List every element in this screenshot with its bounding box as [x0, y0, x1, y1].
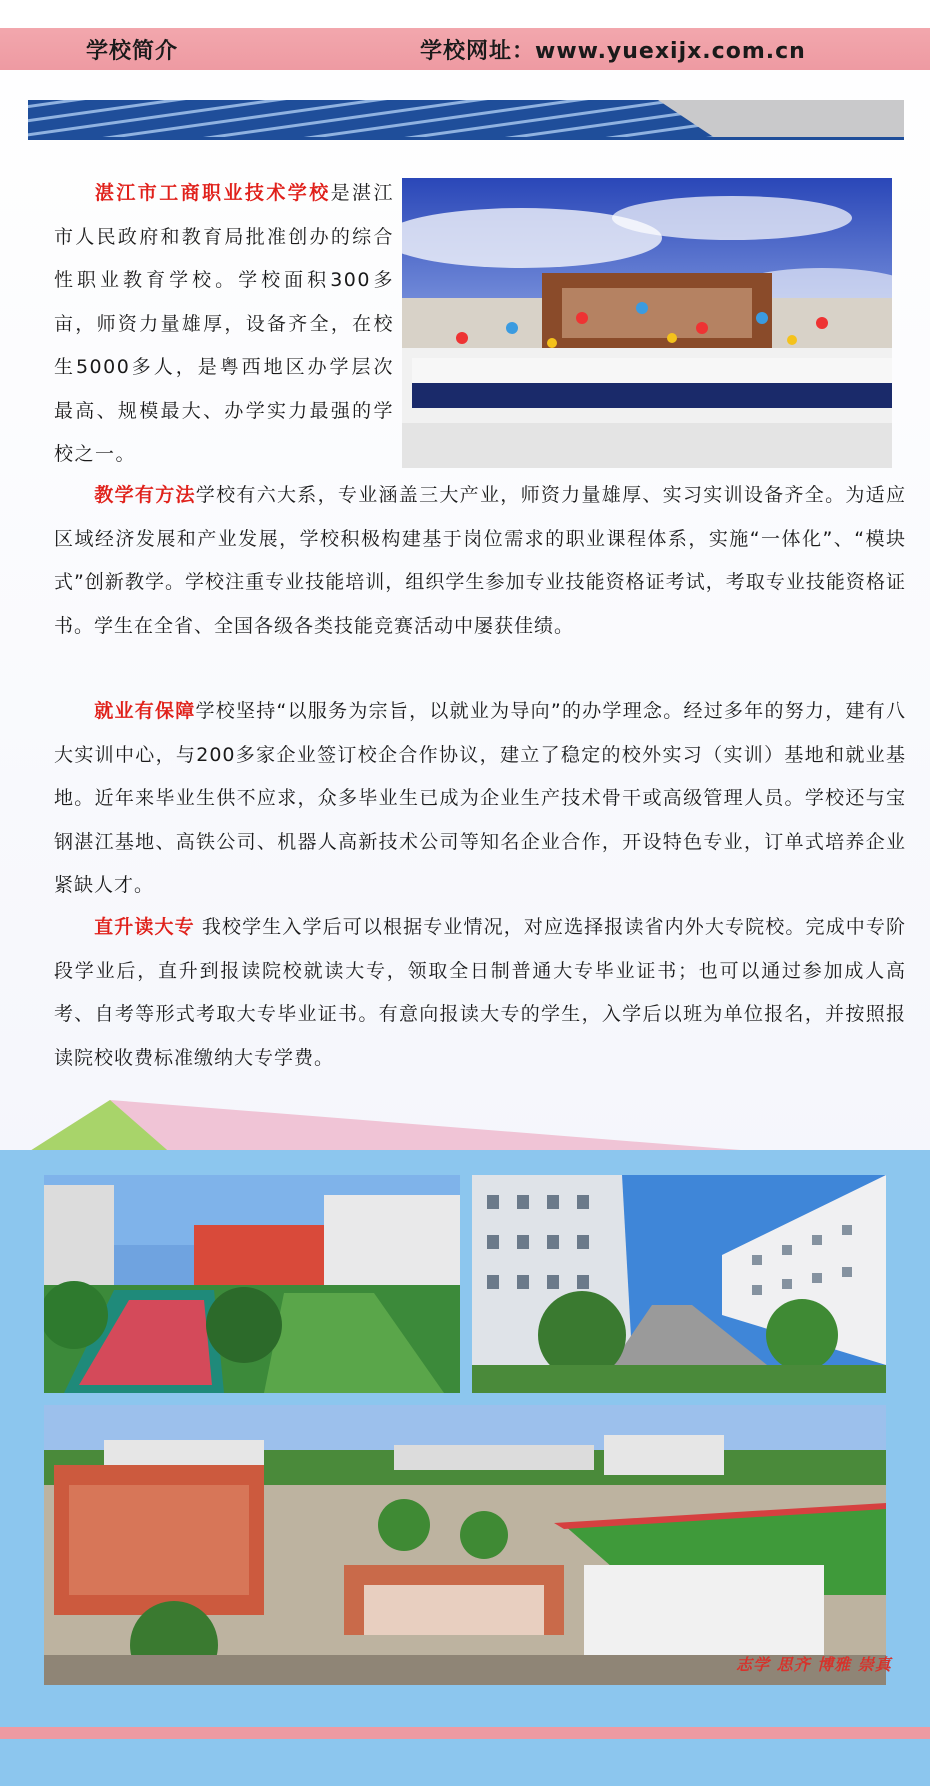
employment-paragraph — [54, 690, 906, 908]
employment-highlight: 就业有保障 — [94, 700, 196, 722]
school-motto-caption: 志学 思齐 博雅 崇真 — [736, 1655, 892, 1674]
header-bar — [0, 28, 930, 70]
college-highlight: 直升读大专 — [94, 916, 195, 938]
college-paragraph — [54, 906, 906, 1080]
teaching-paragraph — [54, 474, 906, 648]
school-name-highlight: 湛江市工商职业技术学校 — [94, 182, 331, 204]
college-body: 我校学生入学后可以根据专业情况，对应选择报读省内外大专院校。完成中专阶段学业后，直升到报读院校就读大专，领取全日制普通大专毕业证书；也可以通过参加成人高考、自考等形式考取大专毕业证书。有意向报读大专的学生，入学后以班为单位报名，并按照报读院校收费标准缴纳大专学费。 — [54, 916, 906, 1069]
decorative-stripe-band — [28, 100, 904, 140]
employment-body: 学校坚持“以服务为宗旨，以就业为导向”的办学理念。经过多年的努力，建有八大实训中心，与200多家企业签订校企合作协议，建立了稳定的校外实习（实训）基地和就业基地。近年来毕业生供不应求，众多毕业生已成为企业生产技术骨干或高级管理人员。学校还与宝钢湛江基地、高铁公司、机器人高新技术公司等知名企业合作，开设特色专业，订单式培养企业紧缺人才。 — [54, 700, 906, 896]
page-title: 学校简介 — [86, 39, 179, 64]
campus-courts-photo — [44, 1175, 460, 1393]
campus-road-photo — [472, 1175, 886, 1393]
intro-paragraph — [54, 172, 394, 477]
school-website: 学校网址：www.yuexijx.com.cn — [420, 39, 806, 64]
bottom-pink-stripe — [0, 1727, 930, 1739]
teaching-body: 学校有六大系，专业涵盖三大产业，师资力量雄厚、实习实训设备齐全。为适应区域经济发展和产业发展，学校积极构建基于岗位需求的职业课程体系，实施“一体化”、“模块式”创新教学。学校注重专业技能培训，组织学生参加专业技能资格证考试，考取专业技能资格证书。学生在全省、全国各级各类技能竞赛活动中屡获佳绩。 — [54, 484, 906, 637]
students-gate-photo — [402, 178, 892, 468]
campus-aerial-photo — [44, 1405, 886, 1685]
intro-body: 是湛江市人民政府和教育局批准创办的综合性职业教育学校。学校面积300多亩，师资力量雄厚，设备齐全，在校生5000多人，是粤西地区办学层次最高、规模最大、办学实力最强的学校之一。 — [54, 182, 394, 465]
teaching-highlight: 教学有方法 — [94, 484, 196, 506]
